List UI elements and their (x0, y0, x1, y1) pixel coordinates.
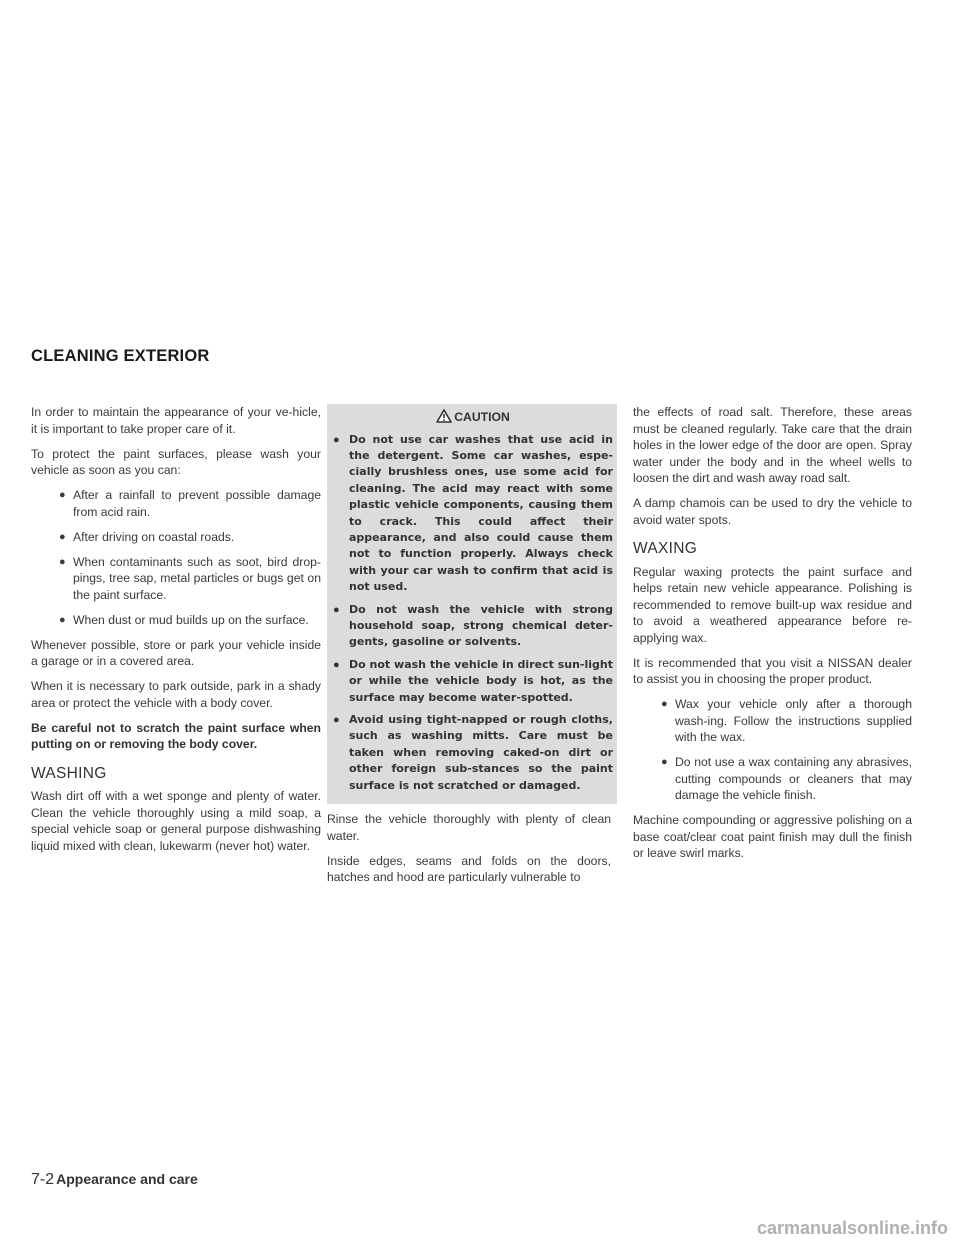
bullet-icon: ● (333, 658, 340, 671)
bullet-icon: ● (661, 698, 668, 710)
chapter-title: Appearance and care (56, 1171, 198, 1187)
bullet-icon: ● (333, 714, 340, 726)
paragraph: Rinse the vehicle thoroughly with plenty of clean water. (327, 812, 611, 843)
caution-item-text: Do not use car washes that use acid in the detergent. Some car washes, espe-cially brushless ones, use some acid for cleaning. The acid may react with some plastic vehicle components, causing them to crack. This could affect their appearance, and also could cause them not to function properly. Always check with your car wash to confirm that acid is not used. (349, 432, 613, 594)
bullet-icon: ● (333, 603, 340, 616)
list-item (31, 554, 321, 604)
bullet-list (633, 696, 912, 804)
heading-washing: WASHING (31, 764, 107, 782)
bullet-icon: ● (59, 530, 66, 543)
list-item-text: After driving on coastal roads. (73, 529, 235, 544)
caution-item (333, 712, 613, 794)
list-item (31, 529, 321, 546)
list-item (633, 754, 912, 804)
bullet-list (31, 487, 321, 628)
list-item (31, 487, 321, 520)
column-middle (327, 404, 611, 894)
bullet-icon: ● (333, 433, 340, 446)
warning-triangle-icon (436, 409, 452, 423)
column-left (31, 404, 321, 863)
list-item (31, 612, 321, 629)
caution-item (333, 657, 613, 706)
warning-paragraph: Be careful not to scratch the paint surface when putting on or removing the body cover. (31, 720, 321, 751)
paragraph: Regular waxing protects the paint surface and helps retain new vehicle appearance. Polishing is recommended to remove built-up wax residue and to avoid a weathered appearance before re-applying wax. (633, 564, 912, 645)
column-right (633, 404, 912, 870)
list-item-text: When dust or mud builds up on the surface. (73, 612, 309, 627)
bullet-icon: ● (59, 555, 66, 568)
bullet-icon: ● (59, 613, 66, 626)
paragraph: It is recommended that you visit a NISSAN dealer to assist you in choosing the proper product. (633, 655, 912, 686)
paragraph: Whenever possible, store or park your vehicle inside a garage or in a covered area. (31, 637, 321, 668)
page-number: 7-2 (31, 1171, 55, 1188)
list-item-text: Do not use a wax containing any abrasives, cutting compounds or cleaners that may damage the vehicle finish. (675, 755, 912, 802)
heading-waxing: WAXING (633, 540, 698, 557)
paragraph: Wash dirt off with a wet sponge and plenty of water. Clean the vehicle thoroughly using a mild soap, a special vehicle soap or general purpose dishwashing liquid mixed with clean, lukewarm (never hot) water. (31, 789, 321, 853)
caution-title: CAUTION (454, 410, 510, 424)
paragraph: To protect the paint surfaces, please wash your vehicle as soon as you can: (31, 446, 321, 477)
caution-item (333, 432, 613, 596)
list-item-text: When contaminants such as soot, bird drop-pings, tree sap, metal particles or bugs get on the paint surface. (73, 554, 321, 602)
caution-header (333, 409, 613, 426)
paragraph: Inside edges, seams and folds on the doors, hatches and hood are particularly vulnerable to (327, 853, 611, 885)
list-item-text: After a rainfall to prevent possible damage from acid rain. (73, 488, 321, 519)
paragraph: A damp chamois can be used to dry the vehicle to avoid water spots. (633, 496, 912, 527)
caution-list (333, 432, 613, 795)
paragraph: the effects of road salt. Therefore, these areas must be cleaned regularly. Take care that the drain holes in the lower edge of the door are open. Spray water under the body and in the wheel wells to loosen the dirt and wash away road salt. (633, 405, 912, 485)
caution-box (327, 404, 617, 804)
watermark: carmanualsonline.info (756, 1218, 948, 1238)
caution-item-text: Avoid using tight-napped or rough cloths, such as washing mitts. Care must be taken when removing caked-on dirt or other foreign sub-stances so the paint surface is not scratched or damaged. (349, 713, 613, 792)
caution-item (333, 602, 613, 651)
paragraph: When it is necessary to park outside, park in a shady area or protect the vehicle with a body cover. (31, 679, 321, 710)
caution-item-text: Do not wash the vehicle with strong household soap, strong chemical deter-gents, gasoline or solvents. (349, 602, 613, 649)
section-title: CLEANING EXTERIOR (31, 347, 210, 365)
paragraph: Machine compounding or aggressive polishing on a base coat/clear coat paint finish may dull the finish or leave swirl marks. (633, 813, 912, 860)
paragraph: In order to maintain the appearance of your ve-hicle, it is important to take proper care of it. (31, 405, 321, 436)
bullet-icon: ● (59, 489, 66, 501)
caution-item-text: Do not wash the vehicle in direct sun-light or while the vehicle body is hot, as the surface may become water-spotted. (349, 657, 613, 704)
bullet-icon: ● (661, 756, 668, 768)
page-footer (31, 1171, 198, 1189)
list-item (633, 696, 912, 746)
list-item-text: Wax your vehicle only after a thorough wash-ing. Follow the instructions supplied with the wax. (675, 697, 912, 744)
